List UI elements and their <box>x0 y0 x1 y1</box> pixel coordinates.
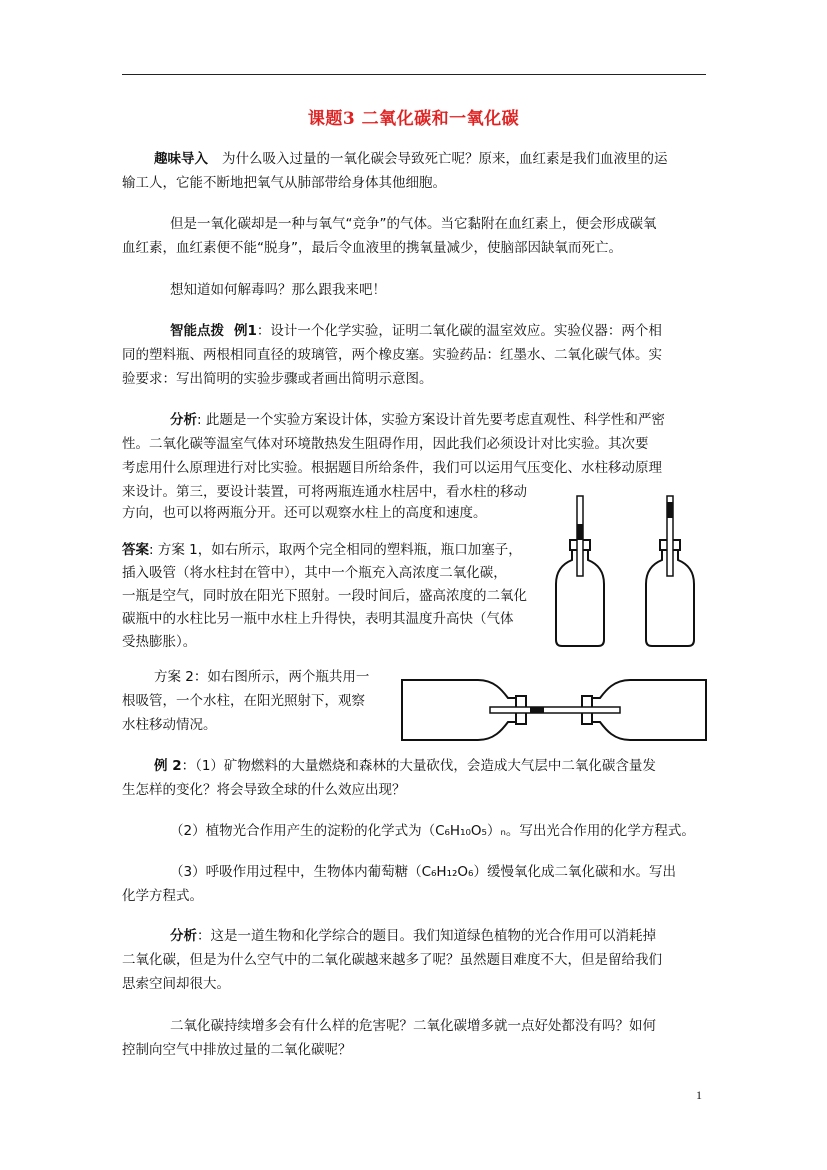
water-column-shared <box>530 707 544 713</box>
tips-label: 智能点拨 <box>170 323 224 339</box>
intro-line-2: 输工人，它能不断地把氧气从肺部带给身体其他细胞。 <box>122 175 446 191</box>
plan2-line-2: 根吸管，一个水柱，在阳光照射下，观察 <box>122 693 365 709</box>
analysis1-line-4: 来设计。第三，要设计装置，可将两瓶连通水柱居中，看水柱的移动 <box>122 484 527 500</box>
para2-line-1: 但是一氧化碳却是一种与氧气“竞争”的气体。当它黏附在血红素上，便会形成碳氧 <box>170 216 657 232</box>
example1-line-2: 同的塑料瓶、两根相同直径的玻璃管，两个橡皮塞。实验药品：红墨水、二氧化碳气体。实 <box>122 347 662 363</box>
analysis1-line-1 <box>170 411 665 429</box>
analysis1-label: 分析 <box>170 412 197 428</box>
page-number: 1 <box>696 1088 702 1102</box>
water-column-left <box>577 524 583 540</box>
intro-text-1: 为什么吸入过量的一氧化碳会导致死亡呢？原来，血红素是我们血液里的运 <box>222 151 668 167</box>
header-rule <box>122 74 706 75</box>
analysis1-line-5: 方向，也可以将两瓶分开。还可以观察水柱上的高度和速度。 <box>122 505 487 521</box>
analysis2-line-3: 思索空间却很大。 <box>122 976 230 992</box>
intro-line-1 <box>154 150 668 168</box>
bottles-figure <box>548 488 718 650</box>
analysis1-line-3: 考虑用什么原理进行对比实验。根据题目所给条件，我们可以运用气压变化、水柱移动原理 <box>122 460 662 476</box>
analysis2-line-1 <box>170 927 656 945</box>
intro-label: 趣味导入 <box>154 151 208 167</box>
example1-text-1: ：设计一个化学实验，证明二氧化碳的温室效应。实验仪器：两个相 <box>256 323 662 339</box>
closing-line-2: 控制向空气中排放过量的二氧化碳呢？ <box>122 1042 352 1058</box>
para3-line: 想知道如何解毒吗？那么跟我来吧！ <box>170 282 386 298</box>
answer-text-1: : 方案 1，如右所示，取两个完全相同的塑料瓶，瓶口加塞子， <box>149 542 522 558</box>
example1-line-1 <box>170 322 662 340</box>
answer-line-5: 受热膨胀）。 <box>122 634 197 650</box>
example2-text-1: ：（1）矿物燃料的大量燃烧和森林的大量砍伐，会造成大气层中二氧化碳含量发 <box>181 758 656 774</box>
para2-line-2: 血红素，血红素便不能“脱身”，最后令血液里的携氧量减少，使脑部因缺氧而死亡。 <box>122 240 622 256</box>
answer-line-1 <box>122 541 522 559</box>
shared-tube <box>490 707 620 713</box>
example1-line-3: 验要求：写出简明的实验步骤或者画出简明示意图。 <box>122 371 433 387</box>
answer-line-3: 一瓶是空气，同时放在阳光下照射。一段时间后，盛高浓度的二氧化 <box>122 588 527 604</box>
page-title: 课题3 二氧化碳和一氧化碳 <box>307 109 520 129</box>
question3-line-2: 化学方程式。 <box>122 888 203 904</box>
water-column-right <box>667 502 673 518</box>
example1-label: 例1 <box>234 323 257 339</box>
analysis2-line-2: 二氧化碳，但是为什么空气中的二氧化碳越来越多了呢？虽然题目难度不大，但是留给我们 <box>122 952 662 968</box>
example2-label: 例 2 <box>154 758 182 774</box>
analysis1-line-2: 性。二氧化碳等温室气体对环境散热发生阻碍作用，因此我们必须设计对比实验。其次要 <box>122 436 649 452</box>
analysis2-text-1: ：这是一道生物和化学综合的题目。我们知道绿色植物的光合作用可以消耗掉 <box>197 928 656 944</box>
example2-line-2: 生怎样的变化？将会导致全球的什么效应出现？ <box>122 782 406 798</box>
plan2-line-3: 水柱移动情况。 <box>122 717 217 733</box>
answer-line-2: 插入吸管（将水柱封在管中），其中一个瓶充入高浓度二氧化碳， <box>122 565 507 581</box>
analysis2-label: 分析 <box>170 928 197 944</box>
analysis1-text-1: : 此题是一个实验方案设计体，实验方案设计首先要考虑直观性、科学性和严密 <box>197 412 665 428</box>
question2-line: （2）植物光合作用产生的淀粉的化学式为（C₆H₁₀O₅）ₙ。写出光合作用的化学方程式。 <box>170 823 695 839</box>
question3-line-1: （3）呼吸作用过程中，生物体内葡萄糖（C₆H₁₂O₆）缓慢氧化成二氧化碳和水。写出 <box>170 864 676 880</box>
answer-label: 答案 <box>122 542 149 558</box>
example2-line-1 <box>154 757 656 775</box>
closing-line-1: 二氧化碳持续增多会有什么样的危害呢？二氧化碳增多就一点好处都没有吗？如何 <box>170 1018 656 1034</box>
plan2-line-1: 方案 2：如右图所示，两个瓶共用一 <box>154 669 370 685</box>
answer-line-4: 碳瓶中的水柱比另一瓶中水柱上升得快，表明其温度升高快（气体 <box>122 611 514 627</box>
connected-bottles-figure <box>398 676 710 744</box>
